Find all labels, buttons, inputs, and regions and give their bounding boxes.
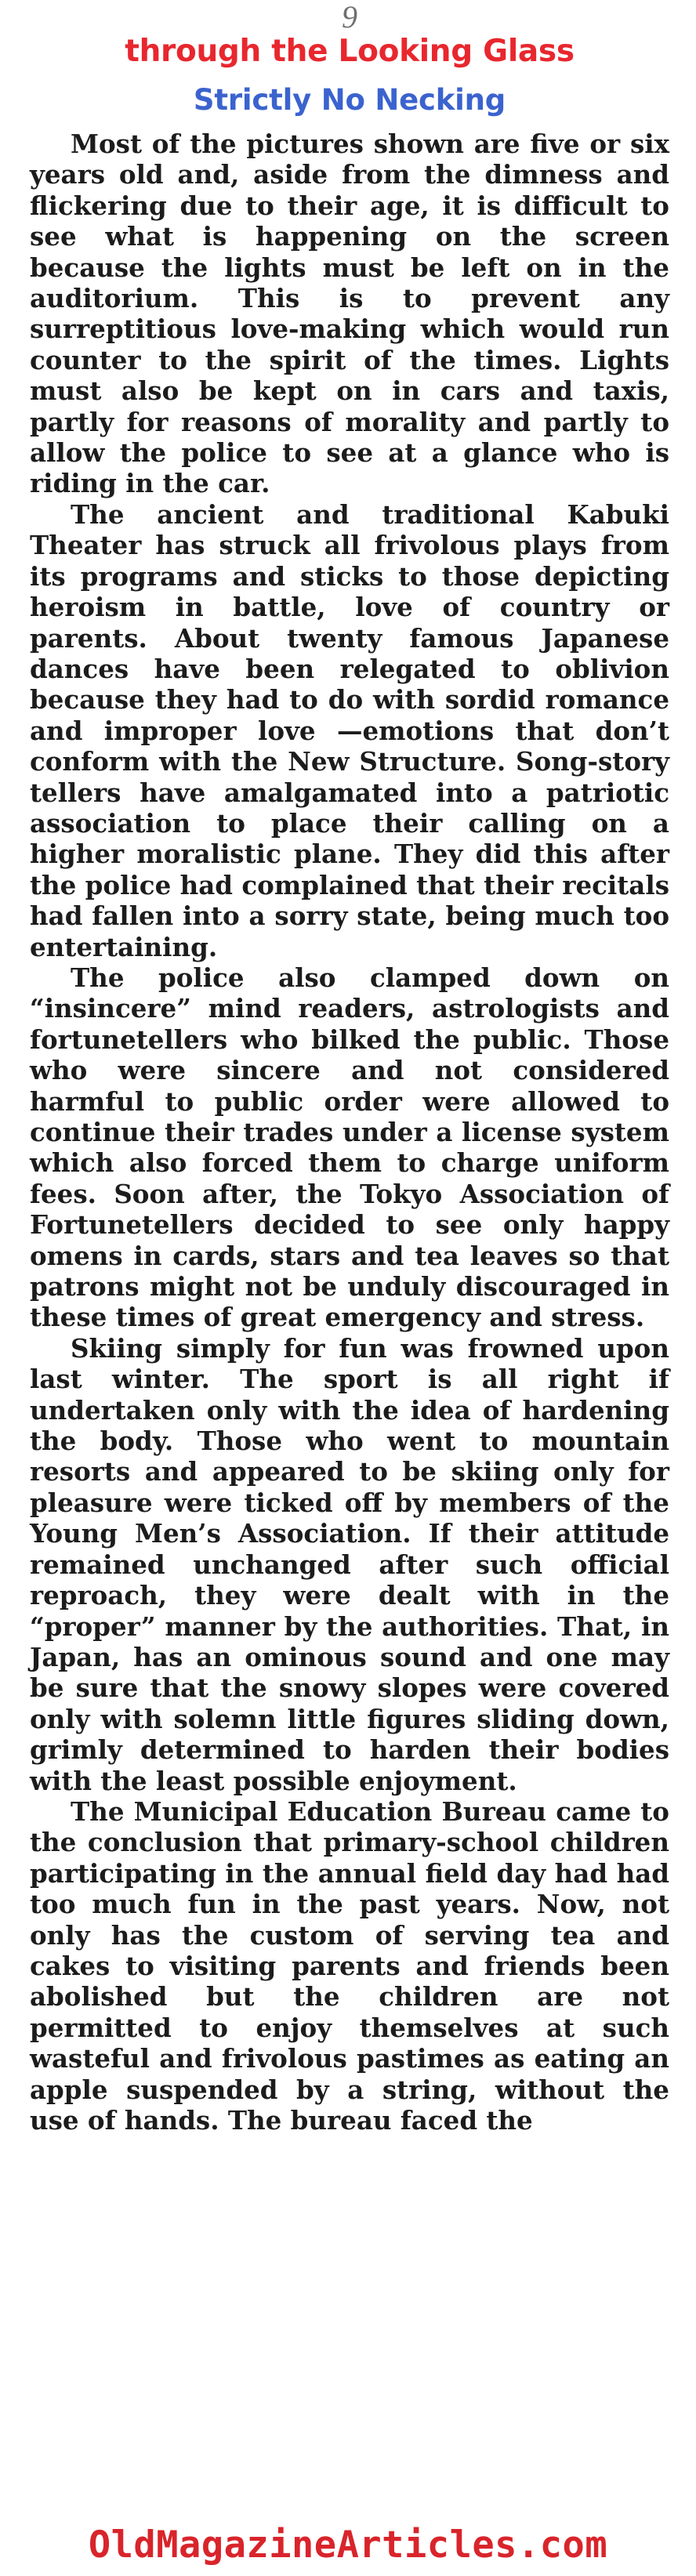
paragraph-lights: Most of the pictures shown are five or six years old and, aside from the dimness and flickering due to their age, it is difficult to see what is happening on the screen because the lights must be left on in the auditorium. This is to prevent any surreptitious love-making which would run counter to the spirit of the times. Lights must also be kept on in cars and taxis, partly for reasons of morality and partly to allow the police to see at a glance who is riding in the car. — [30, 129, 669, 499]
paragraph-field-day: The Municipal Education Bureau came to the conclusion that primary-school children participating in the annual field day had had too much fun in the past years. Now, not only has the custom of serving tea and cakes to visiting parents and friends been abolished but the children are not permitted to enjoy themselves at such wasteful and frivolous pastimes as eating an apple suspended by a string, without the use of hands. The bureau faced the — [30, 1795, 669, 2136]
article-body — [30, 129, 669, 2136]
page-number: 9 — [342, 0, 357, 34]
paragraph-kabuki: The ancient and traditional Kabuki Theater has struck all frivolous plays from its programs and sticks to those depicting heroism in battle, love of country or parents. About twenty famous Japanese dances have been relegated to oblivion because they had to do with sordid romance and improper love —emotions that don’t conform with the New Structure. Song-story tellers have amalgamated into a patriotic association to place their calling on a higher moralistic plane. They did this after the police had complained that their recitals had fallen into a sorry state, being much too entertaining. — [30, 498, 669, 962]
article-heading: through the Looking Glass — [125, 34, 575, 69]
paragraph-fortunetellers: The police also clamped down on “insincere” mind readers, astrologists and fortunetellers who bilked the public. Those who were sincere and not considered harmful to public order were allowed to continue their trades under a license system which also forced them to charge uniform fees. Soon after, the Tokyo Association of Fortunetellers decided to see only happy omens in cards, stars and tea leaves so that patrons might not be unduly discouraged in these times of great emergency and stress. — [30, 962, 669, 1333]
paragraph-skiing: Skiing simply for fun was frowned upon last winter. The sport is all right if undertaken only with the idea of hardening the body. Those who went to mountain resorts and appeared to be skiing only for pleasure were ticked off by members of the Young Men’s Association. If their attitude remained unchanged after such official reproach, they were dealt with in the “proper” manner by the authorities. That, in Japan, has an ominous sound and one may be sure that the snowy slopes were covered only with solemn little figures sliding down, grimly determined to harden their bodies with the least possible enjoyment. — [30, 1332, 669, 1796]
section-subheading: Strictly No Necking — [193, 83, 506, 117]
site-watermark: OldMagazineArticles.com — [88, 2523, 608, 2567]
